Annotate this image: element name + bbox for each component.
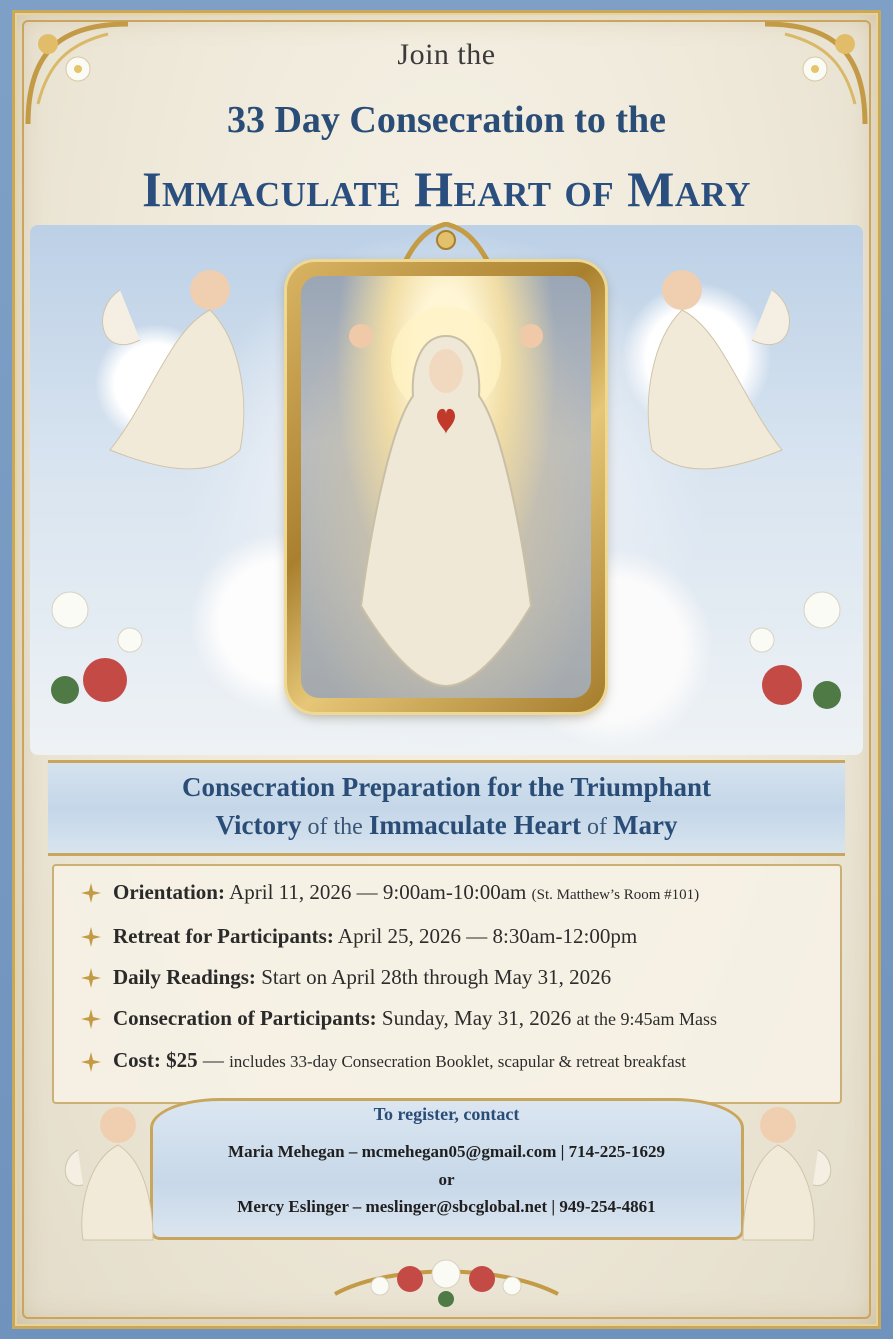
bullet-star-icon — [80, 967, 102, 989]
banner-immaculate-heart: Immaculate Heart — [368, 810, 581, 840]
contact-or: or — [438, 1170, 455, 1189]
cherub-right-icon — [728, 1100, 838, 1250]
detail-consecration: Consecration of Participants: Sunday, May 31, 2026 at the 9:45am Mass — [113, 1006, 718, 1030]
title-immaculate-heart: Immaculate Heart of Mary — [142, 161, 751, 217]
bottom-flower-garland-icon — [330, 1244, 563, 1314]
bullet-star-icon — [80, 1008, 102, 1030]
bullet-star-icon — [80, 882, 102, 904]
banner-victory: Victory — [215, 810, 302, 840]
mary-figure-icon — [301, 276, 591, 698]
bullet-star-icon — [80, 926, 102, 948]
detail-retreat: Retreat for Participants: April 25, 2026 — 8:30am-12:00pm — [113, 924, 638, 948]
contact-mercy: Mercy Eslinger – meslinger@sbcglobal.net | 949-254-4861 — [237, 1197, 656, 1216]
frame-crest-icon — [400, 222, 493, 266]
detail-daily-readings: Daily Readings: Start on April 28th through May 31, 2026 — [113, 965, 612, 989]
mary-portrait-frame — [287, 262, 605, 712]
roses-lilies-left-icon — [30, 570, 170, 730]
title-consecration: 33 Day Consecration to the — [226, 99, 667, 141]
angel-right-icon — [612, 250, 812, 510]
banner-of-the: of the — [301, 814, 369, 840]
banner-mary: Mary — [613, 810, 678, 840]
angel-left-icon — [80, 250, 280, 510]
title-join: Join the — [397, 38, 496, 71]
banner-of: of — [581, 814, 613, 840]
mary-portrait — [301, 276, 591, 698]
contact-maria: Maria Mehegan – mcmehegan05@gmail.com | 714-225-1629 — [228, 1142, 665, 1161]
roses-lilies-right-icon — [722, 570, 862, 730]
banner-line-1: Consecration Preparation for the Triumphant — [182, 772, 711, 802]
bullet-star-icon — [80, 1051, 102, 1073]
banner-line-2 — [0, 810, 893, 841]
cherub-left-icon — [58, 1100, 168, 1250]
detail-orientation: Orientation: April 11, 2026 — 9:00am-10:00am (St. Matthew’s Room #101) — [113, 880, 700, 904]
detail-cost: Cost: $25 — includes 33-day Consecration Booklet, scapular & retreat breakfast — [113, 1048, 687, 1072]
register-heading: To register, contact — [373, 1104, 520, 1124]
